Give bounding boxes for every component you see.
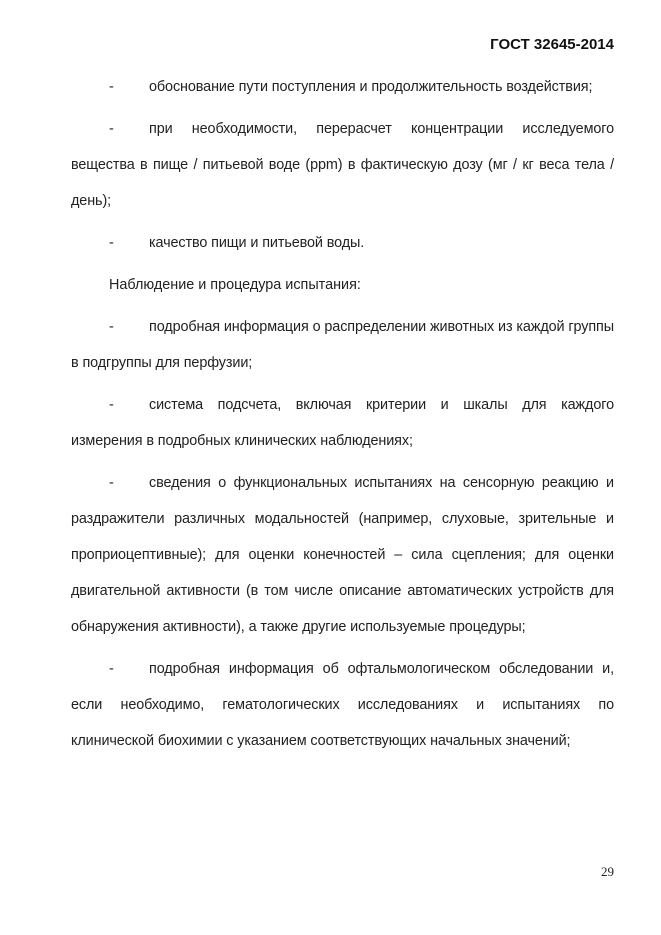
- list-marker: -: [109, 319, 114, 335]
- list-marker: -: [109, 79, 114, 95]
- list-item: [71, 309, 614, 381]
- list-item-text: подробная информация о распределении животных из каждой группы в подгруппы для перфузии;: [71, 319, 614, 371]
- list-item-text: подробная информация об офтальмологическом обследовании и, если необходимо, гематологических исследованиях и испытаниях по клинической биохимии с указанием соответствующих начальных значений;: [71, 661, 614, 749]
- list-item: [71, 69, 614, 105]
- list-marker: -: [109, 397, 114, 413]
- list-marker: -: [109, 121, 114, 137]
- list-item: [71, 387, 614, 459]
- list-marker: -: [109, 235, 114, 251]
- page-number: 29: [601, 864, 614, 879]
- list-marker: -: [109, 475, 114, 491]
- section-heading: Наблюдение и процедура испытания:: [109, 277, 361, 293]
- document-code-header: ГОСТ 32645-2014: [490, 36, 614, 53]
- list-item: [71, 651, 614, 759]
- list-item-text: обоснование пути поступления и продолжительность воздействия;: [149, 79, 593, 95]
- document-body: [71, 69, 614, 765]
- list-marker: -: [109, 661, 114, 677]
- list-item-text: сведения о функциональных испытаниях на сенсорную реакцию и раздражители различных модальностей (например, слуховые, зрительные и проприоцептивные); для оценки конечностей – сила сцепления; для оценки двигательной активности (в том числе описание автоматических устройств для обнаружения активности), а также другие используемые процедуры;: [71, 475, 614, 635]
- list-item: [71, 225, 614, 261]
- list-item-text: при необходимости, перерасчет концентрации исследуемого вещества в пище / питьевой воде (ppm) в фактическую дозу (мг / кг веса тела / день);: [71, 121, 614, 209]
- list-item-text: система подсчета, включая критерии и шкалы для каждого измерения в подробных клинических наблюдениях;: [71, 397, 614, 449]
- list-item: [71, 465, 614, 645]
- list-item-text: качество пищи и питьевой воды.: [149, 235, 365, 251]
- list-item: [71, 111, 614, 219]
